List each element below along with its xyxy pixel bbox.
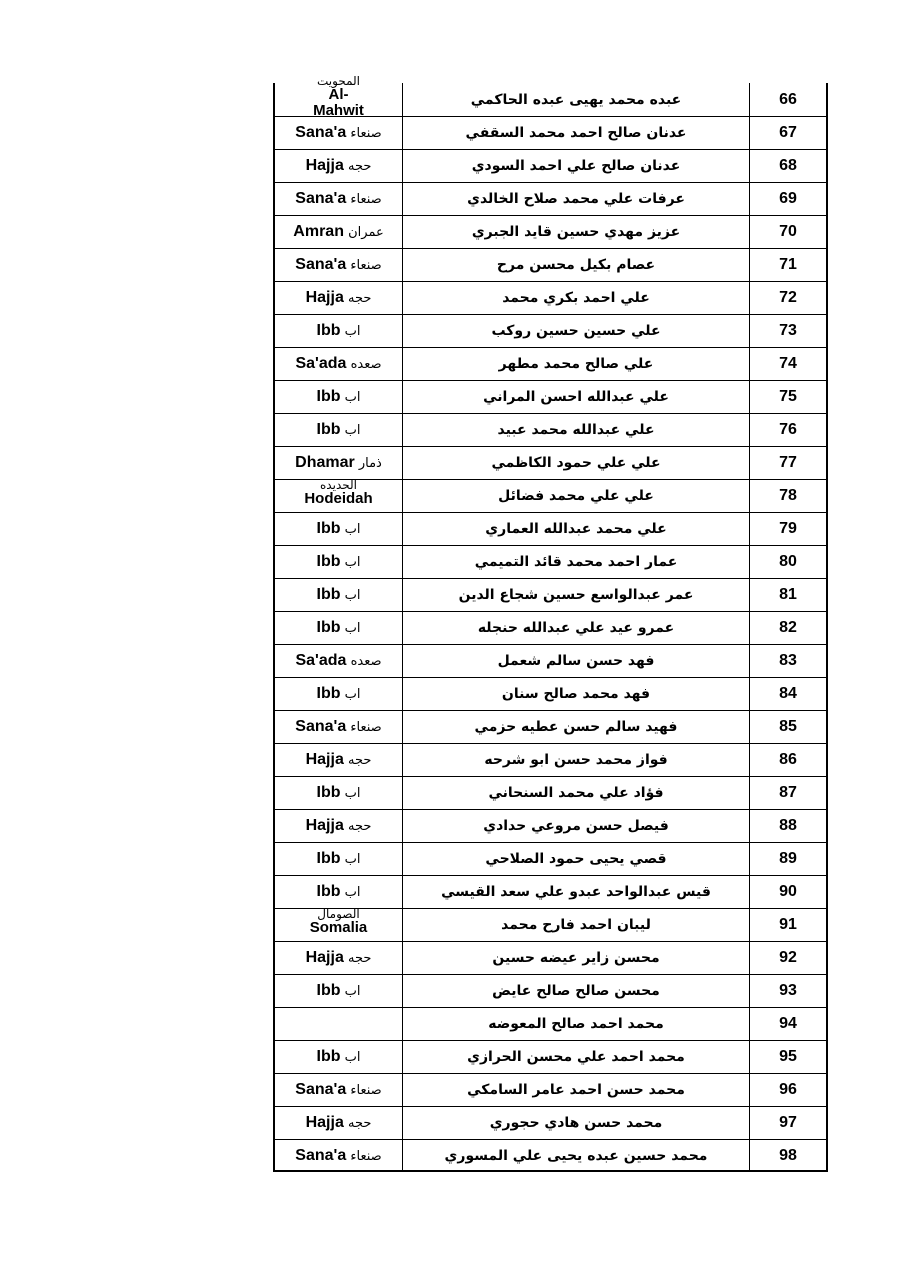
governorate-arabic: اب <box>340 588 361 603</box>
governorate-cell <box>275 579 403 611</box>
table-row <box>275 149 826 182</box>
governorate-english: Hajja <box>305 289 344 306</box>
governorate-english: Ibb <box>316 685 341 702</box>
person-name: علي محمد عبدالله العماري <box>403 513 750 545</box>
person-name: عرفات علي محمد صلاح الخالدي <box>403 183 750 215</box>
person-name: عزيز مهدي حسين قايد الجبري <box>403 216 750 248</box>
person-name: محمد احمد علي محسن الحرازي <box>403 1041 750 1073</box>
person-name: فهيد سالم حسن عطيه حزمي <box>403 711 750 743</box>
row-number: 81 <box>779 586 797 603</box>
table-row <box>275 215 826 248</box>
table-row <box>275 842 826 875</box>
governorate-cell <box>275 315 403 347</box>
governorate-arabic: حجه <box>343 819 372 834</box>
row-number: 87 <box>779 784 797 801</box>
governorate-arabic: اب <box>340 1050 361 1065</box>
person-name: عبده محمد يهيى عبده الحاكمي <box>403 83 750 116</box>
governorate-cell <box>275 1074 403 1106</box>
table-row <box>275 1106 826 1139</box>
row-number: 88 <box>779 817 797 834</box>
person-name: عمار احمد محمد قائد التميمي <box>403 546 750 578</box>
table-row <box>275 446 826 479</box>
row-number: 75 <box>779 388 797 405</box>
row-number: 71 <box>779 256 797 273</box>
table-row <box>275 182 826 215</box>
governorate-english: Ibb <box>316 850 341 867</box>
person-name: محسن زاير عيضه حسين <box>403 942 750 974</box>
governorate-arabic: صنعاء <box>346 126 382 141</box>
governorate-arabic: اب <box>340 786 361 801</box>
governorate-cell <box>275 513 403 545</box>
governorate-english: Somalia <box>309 919 368 936</box>
person-name: محسن صالح صالح عايض <box>403 975 750 1007</box>
governorate-cell <box>275 414 403 446</box>
row-number: 73 <box>779 322 797 339</box>
governorate-cell <box>275 381 403 413</box>
governorate-english: Ibb <box>316 883 341 900</box>
governorate-cell <box>275 612 403 644</box>
governorate-arabic: الصومال <box>317 907 360 921</box>
row-number: 91 <box>779 916 797 933</box>
person-name: قصي يحيى حمود الصلاحي <box>403 843 750 875</box>
person-name: محمد احمد صالح المعوضه <box>403 1008 750 1040</box>
governorate-cell <box>275 216 403 248</box>
governorate-cell <box>275 150 403 182</box>
row-number: 95 <box>779 1048 797 1065</box>
governorate-cell <box>275 1008 403 1040</box>
governorate-arabic: صنعاء <box>346 258 382 273</box>
table-row <box>275 73 826 119</box>
person-name: عدنان صالح احمد محمد السقفي <box>403 117 750 149</box>
row-number: 96 <box>779 1081 797 1098</box>
governorate-arabic: اب <box>340 324 361 339</box>
row-number: 98 <box>779 1147 797 1164</box>
person-name: قيس عبدالواحد عبدو علي سعد القيسي <box>403 876 750 908</box>
person-name: علي حسين حسين روكب <box>403 315 750 347</box>
governorate-cell <box>275 876 403 908</box>
governorate-arabic: صنعاء <box>346 1083 382 1098</box>
governorate-english: Ibb <box>316 421 341 438</box>
row-number: 97 <box>779 1114 797 1131</box>
governorate-arabic: حجه <box>343 1116 372 1131</box>
row-number: 77 <box>779 454 797 471</box>
governorate-english: Hodeidah <box>304 490 373 507</box>
row-number: 94 <box>779 1015 797 1032</box>
governorate-english: Amran <box>293 223 344 240</box>
governorate-english: Sa'ada <box>295 652 347 669</box>
table-row <box>275 479 826 512</box>
governorate-english: Hajja <box>305 1114 344 1131</box>
row-number: 66 <box>779 90 797 108</box>
table-row <box>275 347 826 380</box>
person-name: فواز محمد حسن ابو شرحه <box>403 744 750 776</box>
table-row <box>275 512 826 545</box>
governorate-arabic: صنعاء <box>346 720 382 735</box>
governorate-arabic: حجه <box>343 159 372 174</box>
governorate-cell <box>275 546 403 578</box>
governorate-english: Hajja <box>305 949 344 966</box>
table-row <box>275 1040 826 1073</box>
governorate-english: Sana'a <box>295 1081 347 1098</box>
governorate-arabic: اب <box>340 390 361 405</box>
governorate-english: Hajja <box>305 817 344 834</box>
row-number: 68 <box>779 157 797 174</box>
table-row <box>275 380 826 413</box>
governorate-arabic: حجه <box>343 753 372 768</box>
row-number: 72 <box>779 289 797 306</box>
governorate-english: Ibb <box>316 619 341 636</box>
governorate-arabic: اب <box>340 852 361 867</box>
person-name: محمد حسن احمد عامر السامكي <box>403 1074 750 1106</box>
person-name: عمر عبدالواسع حسين شجاع الدين <box>403 579 750 611</box>
person-name: فيصل حسن مروعي حدادي <box>403 810 750 842</box>
person-name: فهد محمد صالح سنان <box>403 678 750 710</box>
person-name: محمد حسن هادي حجوري <box>403 1107 750 1139</box>
table-row <box>275 908 826 941</box>
table-row <box>275 314 826 347</box>
governorate-cell <box>275 942 403 974</box>
governorate-cell <box>275 282 403 314</box>
governorate-english: Ibb <box>316 520 341 537</box>
governorate-arabic: صعده <box>346 654 382 669</box>
row-number: 90 <box>779 883 797 900</box>
row-number: 69 <box>779 190 797 207</box>
governorate-cell <box>275 1041 403 1073</box>
governorate-english: Sana'a <box>295 256 347 273</box>
governorate-arabic: المحويت <box>317 73 360 88</box>
governorate-cell <box>275 117 403 149</box>
governorate-cell <box>275 975 403 1007</box>
governorate-english: Hajja <box>305 751 344 768</box>
row-number: 84 <box>779 685 797 702</box>
row-number: 74 <box>779 355 797 372</box>
person-name: علي عبدالله احسن المراني <box>403 381 750 413</box>
table-row <box>275 545 826 578</box>
governorate-english: Ibb <box>316 1048 341 1065</box>
person-name: فهد حسن سالم شعمل <box>403 645 750 677</box>
person-name: علي علي محمد فضائل <box>403 480 750 512</box>
table-row <box>275 710 826 743</box>
table-row <box>275 116 826 149</box>
person-name: ليبان احمد فارح محمد <box>403 909 750 941</box>
table-row <box>275 1073 826 1106</box>
person-name: عدنان صالح علي احمد السودي <box>403 150 750 182</box>
table-row <box>275 1139 826 1172</box>
governorate-cell <box>275 1140 403 1172</box>
row-number: 76 <box>779 421 797 438</box>
governorate-cell <box>275 777 403 809</box>
row-number: 86 <box>779 751 797 768</box>
governorate-cell <box>275 909 403 941</box>
governorate-arabic: صنعاء <box>346 192 382 207</box>
governorate-english: Ibb <box>316 388 341 405</box>
governorate-english: Sana'a <box>295 124 347 141</box>
governorate-arabic: اب <box>340 555 361 570</box>
governorate-english: Dhamar <box>295 454 355 471</box>
governorate-cell <box>275 678 403 710</box>
governorate-english: Mahwit <box>313 101 364 119</box>
governorate-english: Al- <box>328 85 349 103</box>
table-row <box>275 1007 826 1040</box>
governorate-cell <box>275 447 403 479</box>
table-row <box>275 644 826 677</box>
person-name: فؤاد علي محمد السنحاني <box>403 777 750 809</box>
person-name: علي علي حمود الكاظمي <box>403 447 750 479</box>
governorate-cell <box>275 348 403 380</box>
governorate-arabic: اب <box>340 423 361 438</box>
row-number: 70 <box>779 223 797 240</box>
row-number: 78 <box>779 487 797 504</box>
governorate-arabic: صعده <box>346 357 382 372</box>
row-number: 79 <box>779 520 797 537</box>
governorate-arabic: حجه <box>343 291 372 306</box>
governorate-cell <box>275 183 403 215</box>
governorate-english: Ibb <box>316 982 341 999</box>
person-name: عصام بكيل محسن مرح <box>403 249 750 281</box>
person-name: علي احمد بكري محمد <box>403 282 750 314</box>
governorate-cell <box>275 1107 403 1139</box>
row-number: 80 <box>779 553 797 570</box>
table-row <box>275 578 826 611</box>
row-number: 82 <box>779 619 797 636</box>
governorate-cell <box>275 810 403 842</box>
governorate-arabic: صنعاء <box>346 1149 382 1164</box>
governorate-english: Sana'a <box>295 718 347 735</box>
governorate-arabic: اب <box>340 687 361 702</box>
governorate-english: Ibb <box>316 784 341 801</box>
governorate-english: Ibb <box>316 586 341 603</box>
governorate-cell <box>275 73 403 119</box>
table-row <box>275 875 826 908</box>
governorate-cell <box>275 744 403 776</box>
person-name: عمرو عيد علي عبدالله حنجله <box>403 612 750 644</box>
names-table <box>273 73 828 1172</box>
row-number: 83 <box>779 652 797 669</box>
row-number: 67 <box>779 124 797 141</box>
person-name: محمد حسين عبده يحيى علي المسوري <box>403 1140 750 1172</box>
governorate-english: Ibb <box>316 553 341 570</box>
governorate-arabic: عمران <box>343 225 384 240</box>
governorate-arabic: ذمار <box>354 456 382 471</box>
table-row <box>275 974 826 1007</box>
governorate-cell <box>275 480 403 512</box>
governorate-cell <box>275 711 403 743</box>
person-name: علي عبدالله محمد عبيد <box>403 414 750 446</box>
governorate-english: Ibb <box>316 322 341 339</box>
table-row <box>275 776 826 809</box>
governorate-arabic: اب <box>340 522 361 537</box>
table-row <box>275 611 826 644</box>
governorate-english: Sana'a <box>295 190 347 207</box>
row-number: 85 <box>779 718 797 735</box>
table-row <box>275 743 826 776</box>
person-name: علي صالح محمد مطهر <box>403 348 750 380</box>
governorate-arabic: الحديده <box>320 478 357 492</box>
row-number: 93 <box>779 982 797 999</box>
table-row <box>275 809 826 842</box>
governorate-english: Sa'ada <box>295 355 347 372</box>
governorate-arabic: اب <box>340 885 361 900</box>
table-row <box>275 677 826 710</box>
table-row <box>275 281 826 314</box>
governorate-english: Sana'a <box>295 1147 347 1164</box>
governorate-arabic: اب <box>340 621 361 636</box>
table-row <box>275 248 826 281</box>
table-row <box>275 413 826 446</box>
governorate-cell <box>275 249 403 281</box>
row-number: 92 <box>779 949 797 966</box>
governorate-cell <box>275 645 403 677</box>
governorate-arabic: حجه <box>343 951 372 966</box>
row-number: 89 <box>779 850 797 867</box>
governorate-cell <box>275 843 403 875</box>
governorate-english: Hajja <box>305 157 344 174</box>
table-row <box>275 941 826 974</box>
governorate-arabic: اب <box>340 984 361 999</box>
